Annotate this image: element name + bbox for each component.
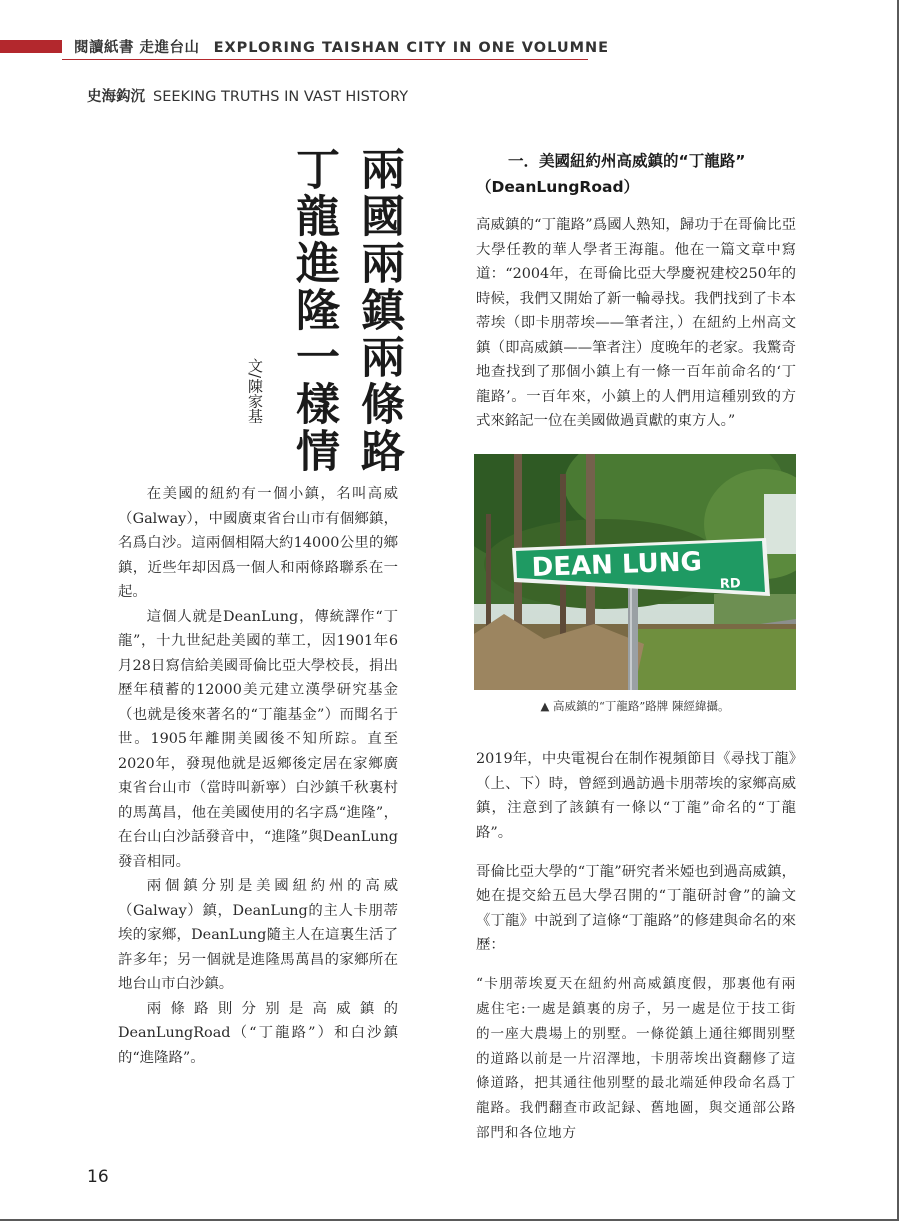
paragraph: 高威鎮的“丁龍路”爲國人熟知，歸功于在哥倫比亞大學任教的華人學者王海龍。他在一篇文章中寫道：“2004年，在哥倫比亞大學慶祝建校250年的時候，我們又開始了新一輪尋找。我們找到了卡本蒂埃（即卡朋蒂埃——筆者注，）在紐約上州高文鎮（即高威鎮——筆者注）度晚年的老家。我驚奇地查找到了那個小鎮上有一條一百年前命名的‘丁龍路’。一百年來，小鎮上的人們用這種别致的方式來銘記一位在美國做過貢獻的東方人。”	[476, 217, 796, 430]
header-rule	[62, 59, 588, 60]
subheading-line-1: 一．美國紐約州高威鎮的“丁龍路”	[508, 152, 746, 170]
subheading-line-2: （DeanLungRoad）	[476, 178, 640, 196]
paragraph: 2019年，中央電視台在制作視頻節目《尋找丁龍》（上、下）時，曾經到過訪過卡朋蒂埃的家鄉高威鎮，注意到了該鎮有一條以“丁龍”命名的“丁龍路”。	[476, 751, 796, 841]
running-header-en: EXPLORING TAISHAN CITY IN ONE VOLUMNE	[213, 40, 610, 56]
running-header-zh: 閱讀紙書 走進台山	[74, 40, 200, 56]
left-column	[118, 482, 398, 1070]
sign-main-text: DEAN LUNG	[531, 547, 703, 583]
header-accent-bar	[0, 40, 62, 53]
right-column-bottom	[476, 733, 796, 1159]
section-label-zh: 史海鈎沉	[87, 89, 145, 105]
quoted-passage: “卡朋蒂埃夏天在紐約州高威鎮度假，那裏他有兩處住宅:一處是鎮裏的房子，另一處是位于技工街的一座大農場上的别墅。一條從鎮上通往鄉間别墅的道路以前是一片沼澤地，卡朋蒂埃出資翻修了這條道路，把其通往他别墅的最北端延伸段命名爲丁龍路。我們翻查市政記録、舊地圖，與交通部公路部門和各位地方	[476, 976, 796, 1141]
section-subheading	[476, 148, 796, 200]
right-column-top	[476, 199, 796, 448]
author-byline: 文/陳家基	[246, 358, 264, 424]
running-header	[74, 36, 609, 57]
photo-caption: ▲ 高威鎮的“丁龍路”路牌 陳經緯攝。	[540, 699, 730, 713]
section-label-en: SEEKING TRUTHS IN VAST HISTORY	[153, 89, 409, 105]
page-number: 16	[87, 1167, 109, 1187]
paragraph: 兩個鎮分别是美國紐約州的高威（Galway）鎮，DeanLung的主人卡朋蒂埃的家鄉，DeanLung隨主人在這裏生活了許多年；另一個就是進隆馬萬昌的家鄉所在地台山市白沙鎮。	[118, 878, 398, 992]
article-title-line-1: 兩國兩鎮兩條路	[353, 146, 404, 475]
article-title-line-2: 丁龍進隆一樣情	[288, 146, 339, 475]
sign-suffix-text: RD	[719, 576, 741, 592]
section-label	[87, 85, 408, 106]
street-sign-photo-image	[474, 454, 796, 690]
paragraph: 兩條路則分别是高威鎮的DeanLungRoad（“丁龍路”）和白沙鎮的“進隆路”。	[118, 1000, 398, 1066]
paragraph: 這個人就是DeanLung，傳統譯作“丁龍”，十九世紀赴美國的華工，因1901年6月28日寫信給美國哥倫比亞大學校長，捐出歷年積蓄的12000美元建立漢學研究基金（也就是後來著名的“丁龍基金”）而聞名于世。1905年離開美國後不知所踪。直至2020年，發現他就是返鄉後定居在家鄉廣東省台山市（當時叫新寧）白沙鎮千秋裏村的馬萬昌，他在美國使用的名字爲“進隆”，在台山白沙話發音中，“進隆”與DeanLung發音相同。	[118, 608, 398, 870]
paragraph: 在美國的紐約有一個小鎮，名叫高威（Galway），中國廣東省台山市有個鄉鎮，名爲白沙。這兩個相隔大約14000公里的鄉鎮，近些年却因爲一個人和兩條路聯系在一起。	[118, 486, 398, 600]
street-sign-photo	[474, 454, 796, 690]
paragraph: 哥倫比亞大學的“丁龍”研究者米婭也到過高威鎮，她在提交給五邑大學召開的“丁龍研討會”的論文《丁龍》中説到了這條“丁龍路”的修建與命名的來歷：	[476, 863, 796, 954]
